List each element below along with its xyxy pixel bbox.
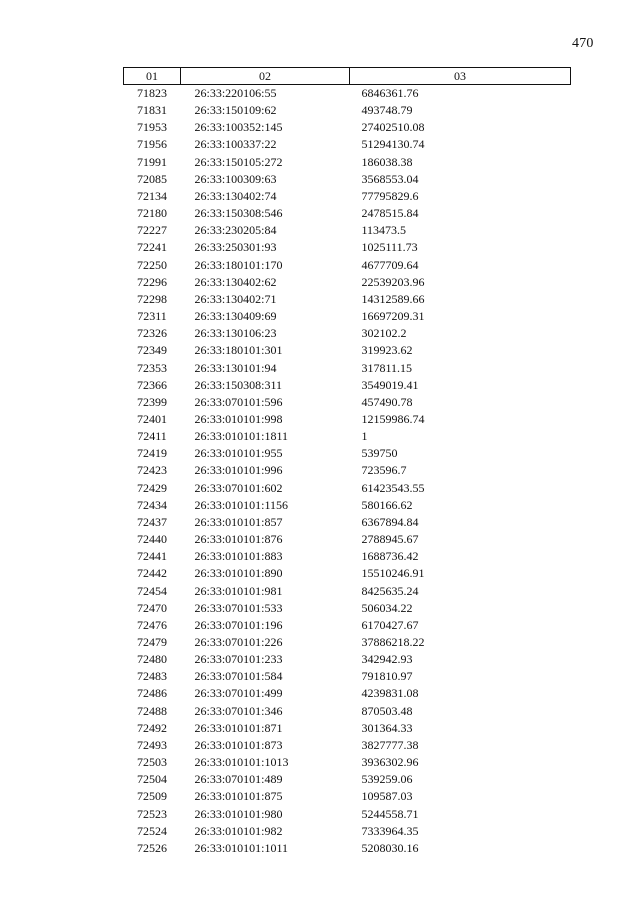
row-id-cell: 72311: [137, 309, 167, 324]
table-row: [124, 102, 571, 119]
cadastral-number-cell: 26:33:150308:311: [194, 377, 283, 392]
cadastral-number-cell: 26:33:070101:533: [194, 600, 283, 615]
cadastral-number-cell: 26:33:230205:84: [194, 223, 277, 238]
cadastral-number-cell: 26:33:130402:71: [194, 291, 277, 306]
cadastral-number-cell: 26:33:130402:62: [194, 274, 277, 289]
value-cell: 1688736.42: [361, 549, 419, 564]
row-id-cell: 72470: [137, 600, 167, 615]
value-cell: 6367894.84: [361, 514, 419, 529]
table-row: [124, 411, 571, 428]
row-id-cell: 72353: [137, 360, 167, 375]
row-id-cell: 72241: [137, 240, 167, 255]
table-row: [124, 205, 571, 222]
row-id-cell: 72296: [137, 274, 167, 289]
table-row: [124, 634, 571, 651]
table-row: [124, 668, 571, 685]
row-id-cell: 72442: [137, 566, 167, 581]
table-row: [124, 445, 571, 462]
cadastral-number-cell: 26:33:220106:55: [194, 86, 277, 100]
cadastral-value-table-container: [123, 67, 570, 857]
table-row: [124, 291, 571, 308]
value-cell: 506034.22: [361, 600, 413, 615]
table-row: [124, 514, 571, 531]
table-row: [124, 651, 571, 668]
value-cell: 14312589.66: [361, 291, 425, 306]
row-id-cell: 72180: [137, 206, 167, 221]
table-row: [124, 788, 571, 805]
cadastral-number-cell: 26:33:010101:1811: [194, 429, 289, 444]
row-id-cell: 72454: [137, 583, 167, 598]
value-cell: 1: [361, 429, 368, 444]
row-id-cell: 72503: [137, 755, 167, 770]
value-cell: 3549019.41: [361, 377, 419, 392]
cadastral-number-cell: 26:33:180101:170: [194, 257, 283, 272]
value-cell: 77795829.6: [361, 188, 419, 203]
row-id-cell: 72349: [137, 343, 167, 358]
table-row: [124, 308, 571, 325]
table-row: [124, 737, 571, 754]
table-row: [124, 840, 571, 857]
cadastral-number-cell: 26:33:070101:602: [194, 480, 283, 495]
value-cell: 4677709.64: [361, 257, 419, 272]
table-row: [124, 685, 571, 702]
value-cell: 37886218.22: [361, 635, 425, 649]
value-cell: 1025111.73: [361, 240, 418, 255]
cadastral-number-cell: 26:33:010101:981: [194, 583, 283, 598]
cadastral-number-cell: 26:33:180101:301: [194, 343, 283, 358]
value-cell: 27402510.08: [361, 120, 425, 135]
column-header-03: 03: [350, 68, 571, 85]
table-row: [124, 342, 571, 359]
table-row: [124, 85, 571, 103]
cadastral-number-cell: 26:33:130101:94: [194, 360, 277, 375]
table-row: [124, 394, 571, 411]
value-cell: 723596.7: [361, 463, 407, 478]
column-header-01: 01: [124, 68, 181, 85]
table-row: [124, 377, 571, 394]
table-row: [124, 360, 571, 377]
value-cell: 109587.03: [361, 789, 413, 804]
value-cell: 493748.79: [361, 103, 413, 118]
row-id-cell: 71991: [137, 154, 167, 169]
table-row: [124, 136, 571, 153]
value-cell: 6846361.76: [361, 86, 419, 100]
cadastral-number-cell: 26:33:010101:890: [194, 566, 283, 581]
row-id-cell: 72423: [137, 463, 167, 478]
table-row: [124, 325, 571, 342]
value-cell: 16697209.31: [361, 309, 425, 324]
value-cell: 113473.5: [361, 223, 407, 238]
row-id-cell: 72524: [137, 823, 167, 838]
cadastral-number-cell: 26:33:150105:272: [194, 154, 283, 169]
value-cell: 317811.15: [361, 360, 413, 375]
row-id-cell: 72419: [137, 446, 167, 461]
value-cell: 3568553.04: [361, 171, 419, 186]
value-cell: 4239831.08: [361, 686, 419, 701]
row-id-cell: 72441: [137, 549, 167, 564]
cadastral-number-cell: 26:33:010101:876: [194, 532, 283, 547]
row-id-cell: 72486: [137, 686, 167, 701]
cadastral-number-cell: 26:33:150308:546: [194, 206, 283, 221]
row-id-cell: 72085: [137, 171, 167, 186]
table-body: [124, 85, 571, 858]
table-row: [124, 274, 571, 291]
value-cell: 3936302.96: [361, 755, 419, 770]
row-id-cell: 72399: [137, 394, 167, 409]
row-id-cell: 72504: [137, 772, 167, 787]
cadastral-value-table: [123, 67, 571, 857]
row-id-cell: 72366: [137, 377, 167, 392]
value-cell: 5208030.16: [361, 840, 419, 855]
row-id-cell: 72298: [137, 291, 167, 306]
table-row: [124, 154, 571, 171]
value-cell: 791810.97: [361, 669, 413, 684]
cadastral-number-cell: 26:33:010101:857: [194, 514, 283, 529]
table-row: [124, 222, 571, 239]
cadastral-number-cell: 26:33:010101:883: [194, 549, 283, 564]
cadastral-number-cell: 26:33:010101:1013: [194, 755, 289, 770]
row-id-cell: 72480: [137, 652, 167, 667]
cadastral-number-cell: 26:33:070101:499: [194, 686, 283, 701]
cadastral-number-cell: 26:33:070101:196: [194, 617, 283, 632]
table-row: [124, 583, 571, 600]
row-id-cell: 72526: [137, 840, 167, 855]
row-id-cell: 72492: [137, 720, 167, 735]
cadastral-number-cell: 26:33:070101:596: [194, 394, 283, 409]
value-cell: 457490.78: [361, 394, 413, 409]
cadastral-number-cell: 26:33:010101:980: [194, 806, 283, 821]
cadastral-number-cell: 26:33:070101:233: [194, 652, 283, 667]
row-id-cell: 72437: [137, 514, 167, 529]
table-row: [124, 600, 571, 617]
table-row: [124, 428, 571, 445]
cadastral-number-cell: 26:33:010101:998: [194, 411, 283, 426]
row-id-cell: 72488: [137, 703, 167, 718]
value-cell: 870503.48: [361, 703, 413, 718]
cadastral-number-cell: 26:33:070101:346: [194, 703, 283, 718]
value-cell: 319923.62: [361, 343, 413, 358]
row-id-cell: 72493: [137, 737, 167, 752]
row-id-cell: 72483: [137, 669, 167, 684]
row-id-cell: 71956: [137, 137, 167, 152]
value-cell: 8425635.24: [361, 583, 419, 598]
cadastral-number-cell: 26:33:010101:871: [194, 720, 283, 735]
column-header-02: 02: [181, 68, 350, 85]
table-row: [124, 188, 571, 205]
table-row: [124, 462, 571, 479]
table-row: [124, 548, 571, 565]
value-cell: 539259.06: [361, 772, 413, 787]
cadastral-number-cell: 26:33:130106:23: [194, 326, 277, 341]
row-id-cell: 72134: [137, 188, 167, 203]
table-row: [124, 257, 571, 274]
cadastral-number-cell: 26:33:100309:63: [194, 171, 277, 186]
row-id-cell: 72411: [137, 429, 167, 444]
value-cell: 580166.62: [361, 497, 413, 512]
cadastral-number-cell: 26:33:070101:584: [194, 669, 283, 684]
cadastral-number-cell: 26:33:100352:145: [194, 120, 283, 135]
row-id-cell: 72509: [137, 789, 167, 804]
row-id-cell: 72250: [137, 257, 167, 272]
cadastral-number-cell: 26:33:070101:226: [194, 635, 283, 649]
cadastral-number-cell: 26:33:130409:69: [194, 309, 277, 324]
value-cell: 2478515.84: [361, 206, 419, 221]
cadastral-number-cell: 26:33:250301:93: [194, 240, 277, 255]
table-row: [124, 771, 571, 788]
table-row: [124, 617, 571, 634]
table-header: [124, 68, 571, 85]
cadastral-number-cell: 26:33:010101:982: [194, 823, 283, 838]
row-id-cell: 71823: [137, 86, 167, 100]
table-row: [124, 119, 571, 136]
value-cell: 301364.33: [361, 720, 413, 735]
value-cell: 61423543.55: [361, 480, 425, 495]
cadastral-number-cell: 26:33:010101:1156: [194, 497, 289, 512]
value-cell: 6170427.67: [361, 617, 419, 632]
value-cell: 7333964.35: [361, 823, 419, 838]
row-id-cell: 72401: [137, 411, 167, 426]
table-row: [124, 497, 571, 514]
row-id-cell: 72326: [137, 326, 167, 341]
row-id-cell: 71953: [137, 120, 167, 135]
value-cell: 51294130.74: [361, 137, 425, 152]
table-row: [124, 720, 571, 737]
cadastral-number-cell: 26:33:010101:1011: [194, 840, 289, 855]
table-row: [124, 480, 571, 497]
table-row: [124, 703, 571, 720]
value-cell: 539750: [361, 446, 398, 461]
table-row: [124, 531, 571, 548]
page-number: 470: [572, 36, 594, 51]
row-id-cell: 72476: [137, 617, 167, 632]
table-row: [124, 754, 571, 771]
cadastral-number-cell: 26:33:070101:489: [194, 772, 283, 787]
header-row: [124, 68, 571, 85]
table-row: [124, 806, 571, 823]
value-cell: 3827777.38: [361, 737, 419, 752]
table-row: [124, 823, 571, 840]
table-row: [124, 565, 571, 582]
cadastral-number-cell: 26:33:010101:875: [194, 789, 283, 804]
row-id-cell: 72440: [137, 532, 167, 547]
cadastral-number-cell: 26:33:130402:74: [194, 188, 277, 203]
row-id-cell: 72429: [137, 480, 167, 495]
cadastral-number-cell: 26:33:010101:955: [194, 446, 283, 461]
value-cell: 342942.93: [361, 652, 413, 667]
row-id-cell: 72479: [137, 635, 167, 649]
value-cell: 5244558.71: [361, 806, 419, 821]
row-id-cell: 72523: [137, 806, 167, 821]
cadastral-number-cell: 26:33:010101:873: [194, 737, 283, 752]
row-id-cell: 72434: [137, 497, 167, 512]
value-cell: 302102.2: [361, 326, 407, 341]
value-cell: 15510246.91: [361, 566, 425, 581]
row-id-cell: 71831: [137, 103, 167, 118]
row-id-cell: 72227: [137, 223, 167, 238]
cadastral-number-cell: 26:33:150109:62: [194, 103, 277, 118]
cadastral-number-cell: 26:33:100337:22: [194, 137, 277, 152]
cadastral-number-cell: 26:33:010101:996: [194, 463, 283, 478]
table-row: [124, 171, 571, 188]
value-cell: 2788945.67: [361, 532, 419, 547]
value-cell: 12159986.74: [361, 411, 425, 426]
value-cell: 186038.38: [361, 154, 413, 169]
table-row: [124, 239, 571, 256]
value-cell: 22539203.96: [361, 274, 425, 289]
